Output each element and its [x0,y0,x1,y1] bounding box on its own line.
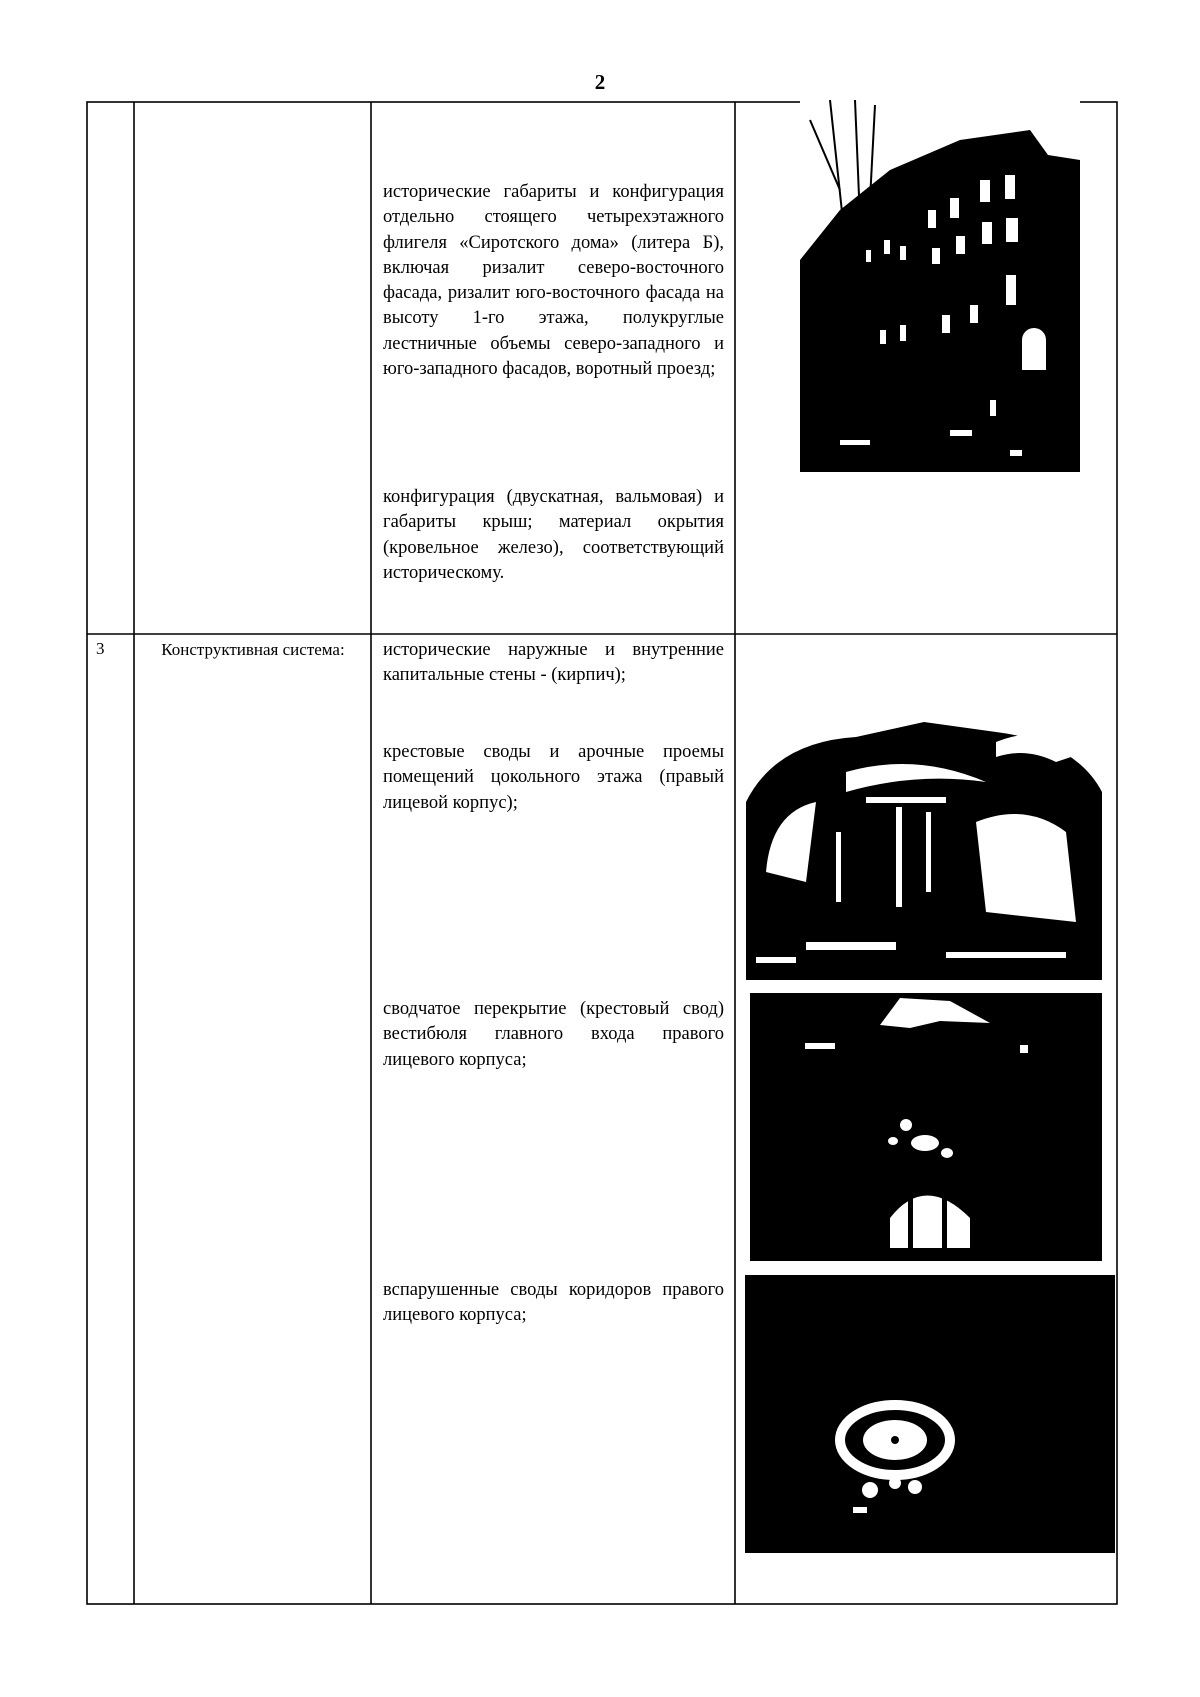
paragraph-vestibule-vault: сводчатое перекрытие (крестовый свод) вестибюля главного входа правого лицевого корпуса; [383,999,724,1070]
roof-text [383,485,724,586]
corridor-text [383,1278,724,1329]
walls-text [383,638,724,689]
paragraph-roof-configuration: конфигурация (двускатная, вальмовая) и габариты крыш; материал окрытия (кровельное железо), соответствующий историческому. [383,487,724,583]
row-number: 3 [96,639,105,658]
paragraph-walls: исторические наружные и внутренние капитальные стены - (кирпич); [383,640,724,686]
corridor-vaults-photo [745,1275,1115,1553]
basement-vaults-photo [746,712,1102,980]
building-photo [800,100,1080,472]
vestibule-text [383,997,724,1073]
paragraph-cross-vaults: крестовые своды и арочные проемы помещений цокольного этажа (правый лицевой корпус); [383,742,724,813]
vestibule-vault-photo [750,993,1102,1261]
row-title: Конструктивная система: [161,640,345,659]
paragraph-corridor-vaults: вспарушенные своды коридоров правого лицевого корпуса; [383,1280,724,1326]
paragraph-building-dimensions: исторические габариты и конфигурация отдельно стоящего четырехэтажного флигеля «Сиротского дома» (литера Б), включая ризалит северо-восточного фасада, ризалит юго-восточного фасада на высоту 1-го этажа, полукруглые лестничные объемы северо-западного и юго-западного фасадов, воротный проезд; [383,182,724,380]
vaults-text [383,740,724,816]
facade-text [383,180,724,382]
page-number: 2 [594,70,606,94]
